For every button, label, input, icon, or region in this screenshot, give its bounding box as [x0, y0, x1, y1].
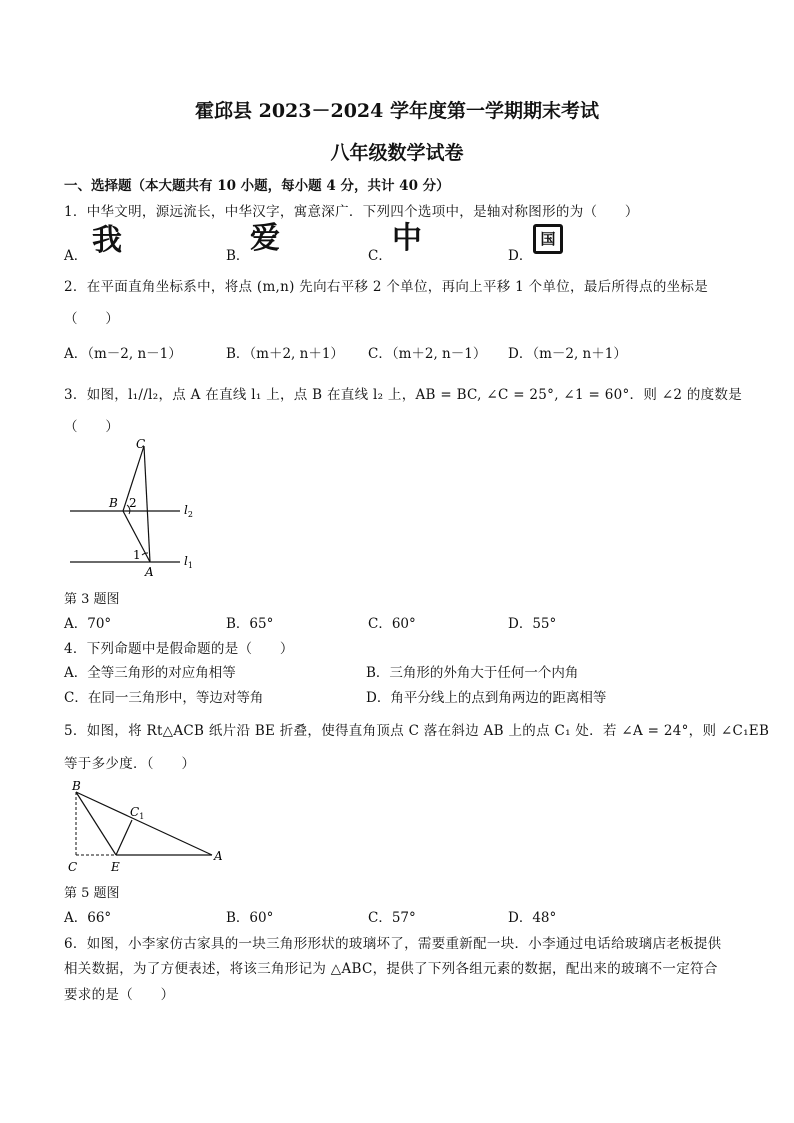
q5-option-c: C．57° — [368, 910, 416, 926]
q1-stem: 1．中华文明，源远流长，中华汉字，寓意深广．下列四个选项中，是轴对称图形的为（ ） — [64, 204, 639, 220]
q1-option-d-glyph: 国 — [533, 224, 563, 254]
q4-option-b: B．三角形的外角大于任何一个内角 — [366, 665, 579, 681]
q5-figure — [64, 776, 234, 876]
q3-stem-line2: （ ） — [64, 419, 120, 435]
label-c: C — [136, 437, 146, 451]
q5-option-d: D．48° — [508, 910, 557, 926]
exam-title: 霍邱县 2023－2024 学年度第一学期期末考试 — [195, 100, 599, 122]
q1-option-b-glyph: 爱 — [250, 221, 280, 256]
q3-option-d: D．55° — [508, 616, 557, 632]
q1-option-a-label: A． — [64, 248, 88, 264]
q3-caption: 第 3 题图 — [64, 592, 120, 607]
q5-option-b: B．60° — [226, 910, 274, 926]
q5-stem-line1: 5．如图，将 Rt△ACB 纸片沿 BE 折叠，使得直角顶点 C 落在斜边 AB 上的点 C₁ 处．若 ∠A = 24°，则 ∠C₁EB — [64, 723, 770, 739]
label-c1: $C_1$ — [130, 805, 145, 821]
q5-caption: 第 5 题图 — [64, 886, 120, 901]
angle1-arc — [142, 553, 148, 555]
label-b: B — [72, 779, 81, 793]
q2-option-c: C．（m＋2, n－1） — [368, 346, 487, 362]
exam-subtitle: 八年级数学试卷 — [330, 142, 464, 164]
q2-option-d: D．（m－2, n＋1） — [508, 346, 627, 362]
q6-stem-line1: 6．如图，小李家仿古家具的一块三角形形状的玻璃坏了，需要重新配一块．小李通过电话给玻璃店老板提供 — [64, 936, 722, 952]
q4-stem: 4．下列命题中是假命题的是（ ） — [64, 641, 294, 657]
segment-ec1 — [116, 820, 132, 855]
label-b: B — [109, 496, 118, 510]
label-angle2: 2 — [129, 496, 137, 510]
label-e: E — [111, 860, 120, 874]
q1-option-a-glyph: 我 — [92, 223, 122, 258]
q4-option-c: C．在同一三角形中，等边对等角 — [64, 690, 264, 706]
q3-option-b: B．65° — [226, 616, 274, 632]
q5-option-a: A．66° — [64, 910, 112, 926]
q2-stem-line1: 2．在平面直角坐标系中，将点 (m,n) 先向右平移 2 个单位，再向上平移 1 个单位，最后所得点的坐标是 — [64, 279, 709, 295]
label-l1: $l_1$ — [184, 554, 193, 570]
label-c: C — [68, 860, 78, 874]
segment-ca — [144, 446, 150, 562]
q2-stem-line2: （ ） — [64, 311, 120, 327]
q3-option-c: C．60° — [368, 616, 416, 632]
q4-option-d: D．角平分线上的点到角两边的距离相等 — [366, 690, 607, 706]
section-heading: 一、选择题（本大题共有 10 小题，每小题 4 分，共计 40 分） — [64, 178, 450, 194]
label-a: A — [145, 565, 154, 579]
q2-option-a: A．（m－2, n－1） — [64, 346, 182, 362]
label-l2: $l_2$ — [184, 503, 193, 519]
q1-option-d-glyph-frame — [533, 224, 563, 254]
q6-stem-line2: 相关数据，为了方便表述，将该三角形记为 △ABC，提供了下列各组元素的数据，配出来的玻璃不一定符合 — [64, 961, 718, 977]
q1-option-b-label: B． — [226, 248, 250, 264]
q4-option-a: A．全等三角形的对应角相等 — [64, 665, 236, 681]
label-a: A — [214, 849, 223, 863]
q3-figure — [60, 434, 220, 580]
q1-option-c-label: C． — [368, 248, 392, 264]
q6-stem-line3: 要求的是（ ） — [64, 987, 175, 1003]
q1-option-c-glyph: 中 — [392, 221, 422, 256]
label-angle1: 1 — [133, 548, 141, 562]
q2-option-b: B．（m＋2, n＋1） — [226, 346, 344, 362]
q1-option-d-label: D． — [508, 248, 533, 264]
q3-stem-line1: 3．如图，l₁//l₂，点 A 在直线 l₁ 上，点 B 在直线 l₂ 上，AB = BC, ∠C = 25°, ∠1 = 60°．则 ∠2 的度数是 — [64, 387, 743, 403]
q3-option-a: A．70° — [64, 616, 112, 632]
q5-stem-line2: 等于多少度．（ ） — [64, 756, 196, 772]
